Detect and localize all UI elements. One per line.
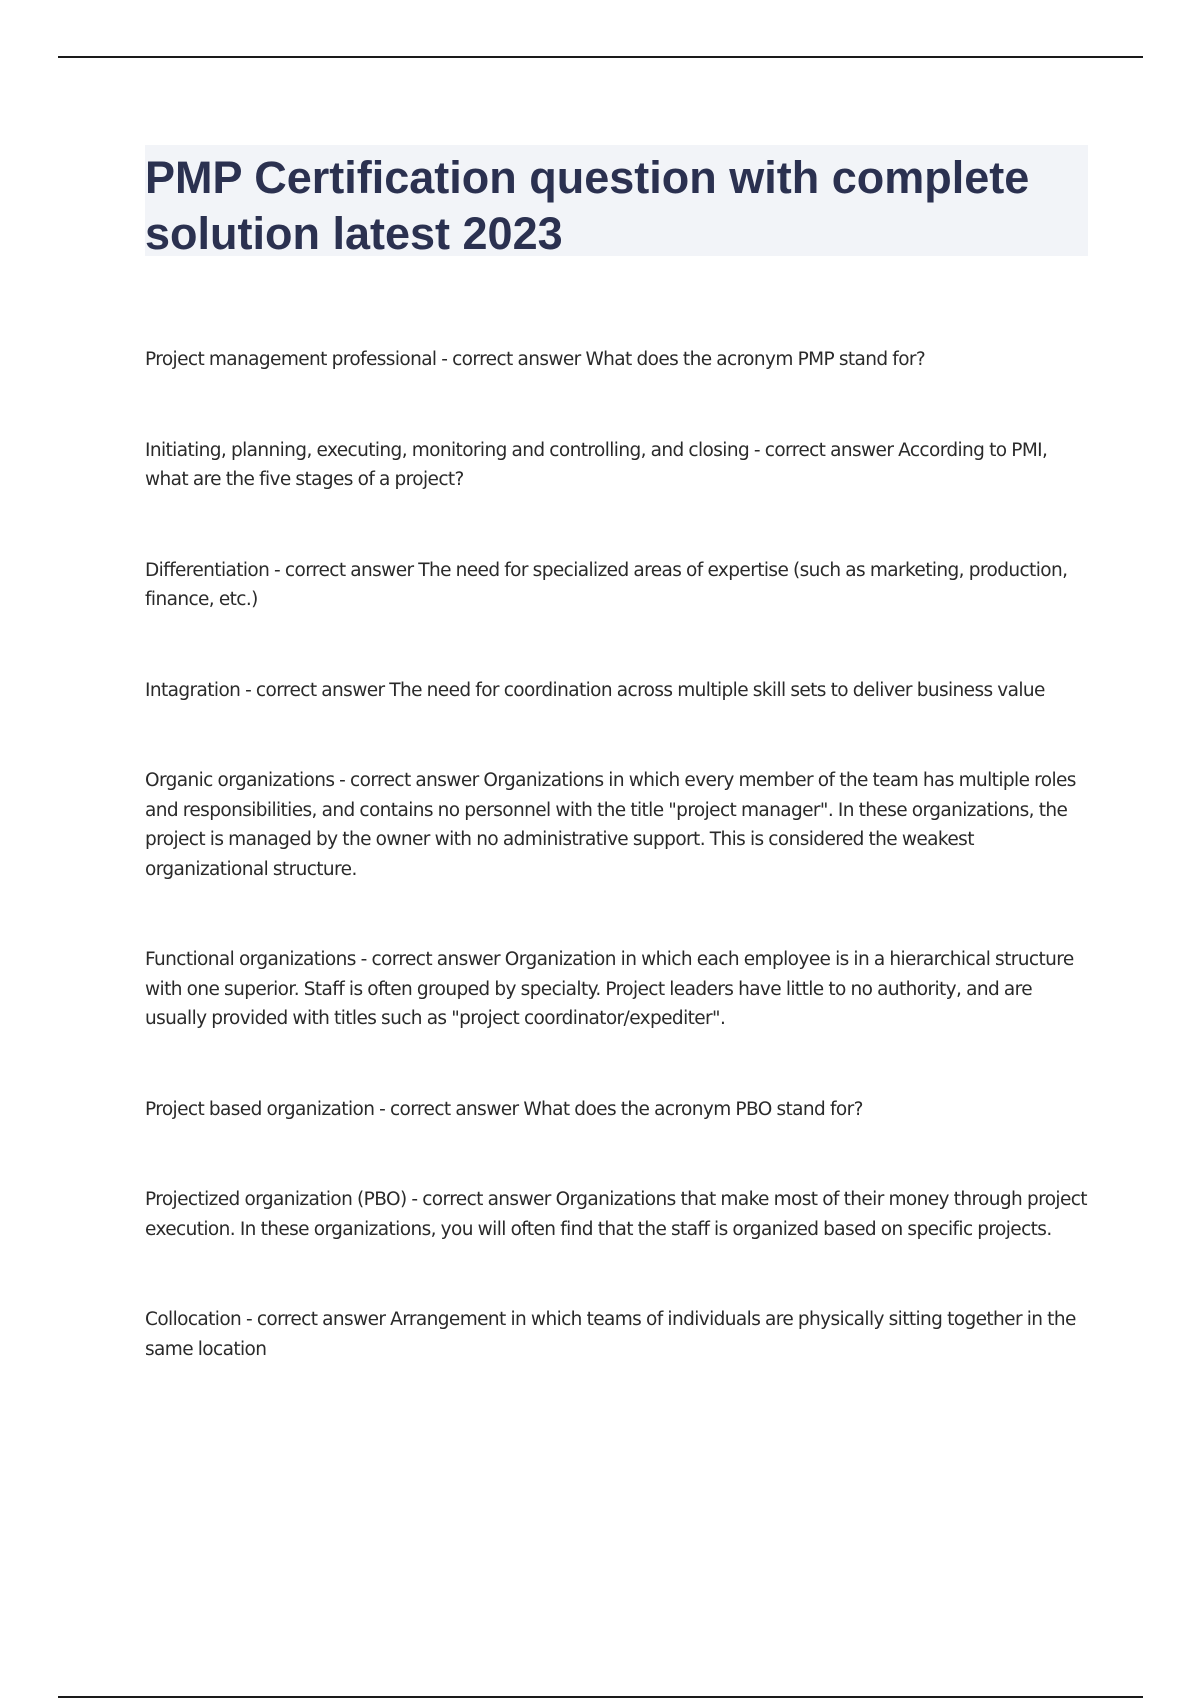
qa-entry-3: Differentiation - correct answer The need for specialized areas of expertise (such as marketing, production, finance, etc.) xyxy=(145,559,1068,610)
title-banner xyxy=(145,145,1088,259)
qa-entry-1: Project management professional - correct answer What does the acronym PMP stand for? xyxy=(145,349,926,370)
qa-entry-5: Organic organizations - correct answer Organizations in which every member of the team has multiple roles and responsibilities, and contains no personnel with the title "project manager". In these organizations, the project is managed by the owner with no administrative support. This is considered the weakest organizational structure. xyxy=(145,770,1076,880)
qa-entry-6: Functional organizations - correct answer Organization in which each employee is in a hierarchical structure with one superior. Staff is often grouped by specialty. Project leaders have little to no authority, and are usually provided with titles such as "project coordinator/expediter". xyxy=(145,949,1074,1029)
qa-list xyxy=(145,345,1095,1364)
qa-entry-8: Projectized organization (PBO) - correct answer Organizations that make most of their money through project execution. In these organizations, you will often find that the staff is organized based on specific projects. xyxy=(145,1189,1087,1240)
qa-entry-7: Project based organization - correct answer What does the acronym PBO stand for? xyxy=(145,1098,863,1120)
bottom-rule xyxy=(58,1696,1143,1698)
qa-entry-4: Intagration - correct answer The need for coordination across multiple skill sets to deliver business value xyxy=(145,679,1045,701)
qa-entry-2: Initiating, planning, executing, monitoring and controlling, and closing - correct answer According to PMI, what are the five stages of a project? xyxy=(145,439,1048,490)
qa-entry-9: Collocation - correct answer Arrangement in which teams of individuals are physically sitting together in the same location xyxy=(145,1309,1076,1360)
document-title: PMP Certification question with complete solution latest 2023 xyxy=(145,152,1030,259)
top-rule xyxy=(58,56,1143,58)
